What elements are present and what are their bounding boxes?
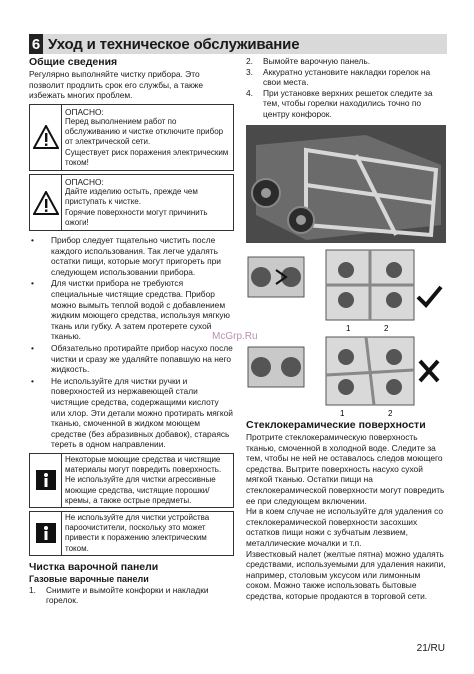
section-title: Уход и техническое обслуживание bbox=[48, 35, 300, 53]
note-box-detergents bbox=[29, 453, 234, 508]
warning-title: ОПАСНО: bbox=[65, 106, 104, 117]
list-item: • Прибор следует тщательно чистить после каждого использования. Так легче удалять остатки пищи, которые могут пригореть при следующем использовании прибора. bbox=[29, 235, 234, 277]
list-item bbox=[29, 585, 234, 606]
warning-line: Перед выполнением работ по обслуживанию и чистке отключите прибор от электрической сети. bbox=[65, 116, 224, 147]
ceramic-text-2: Ни в коем случае не используйте для удаления со стеклокерамической поверхности засохших остатков пищи ножи с зубчатым лезвием, металлические мочалки и т.п. bbox=[246, 506, 444, 548]
correct-placement-figure bbox=[248, 250, 441, 333]
right-column bbox=[246, 56, 446, 120]
figure-label-1: 1 bbox=[340, 409, 345, 417]
ceramic-section bbox=[246, 419, 446, 602]
figure-label-2: 2 bbox=[388, 409, 393, 417]
warning-title: ОПАСНО: bbox=[65, 177, 104, 187]
list-item bbox=[246, 56, 446, 67]
cleaning-bullets bbox=[29, 235, 234, 450]
section-number: 6 bbox=[29, 34, 43, 54]
step-text: При установке верхних решеток следите за тем, чтобы горелки находились точно по центру конфорок. bbox=[263, 87, 433, 119]
ceramic-heading: Стеклокерамические поверхности bbox=[246, 419, 426, 431]
note-text: Не используйте для чистки устройства пароочистители, поскольку это может привести к поражению электрическим током. bbox=[65, 512, 210, 553]
step-text: Аккуратно установите накладки горелок на свои места. bbox=[263, 66, 431, 88]
step-number: 1. bbox=[29, 584, 36, 595]
list-item bbox=[246, 88, 446, 120]
left-column bbox=[29, 56, 234, 606]
figure-label-2: 2 bbox=[384, 324, 389, 333]
warning-box-electric bbox=[29, 104, 234, 171]
list-item: • Не используйте для чистки ручки и поверхностей из нержавеющей стали чистящие средства, содержащими кислоту или хлор. Эти детали можно протирать мягкой тканью, смоченной в жидком моющем средстве (без абразивных добавок), стараясь тереть в одном направлении. bbox=[29, 376, 234, 450]
gas-steps bbox=[29, 585, 234, 606]
step-text: Вымойте варочную панель. bbox=[263, 56, 371, 66]
page-number: 21/RU bbox=[416, 643, 445, 654]
list-item: • Для чистки прибора не требуются специальные чистящие средства. Прибор можно вымыть теплой водой с добавлением жидким моющего средства, используя мягкую ткань или губку. А затем протерете сухой тканью. bbox=[29, 278, 234, 342]
general-heading: Общие сведения bbox=[29, 56, 118, 68]
info-icon bbox=[30, 512, 62, 555]
warning-line: Горячие поверхности могут причинить ожоги! bbox=[65, 207, 208, 227]
warning-box-hot bbox=[29, 174, 234, 231]
section-header bbox=[29, 34, 447, 54]
note-box-steam bbox=[29, 511, 234, 556]
step-number: 3. bbox=[246, 66, 253, 77]
warning-line: Существует риск поражения электрическим током! bbox=[65, 147, 229, 167]
warning-triangle-icon bbox=[30, 105, 62, 170]
gas-heading: Газовые варочные панели bbox=[29, 573, 149, 584]
hob-illustration bbox=[246, 125, 446, 417]
incorrect-placement-figure bbox=[248, 337, 438, 417]
step-text: Снимите и вымойте конфорки и накладки горелок. bbox=[46, 584, 209, 606]
grid-photo bbox=[246, 125, 446, 243]
list-item: • Обязательно протирайте прибор насухо после чистки и сразу же удаляйте попавшую на него жидкость. bbox=[29, 343, 234, 375]
list-item bbox=[246, 67, 446, 88]
general-text: Регулярно выполняйте чистку прибора. Это позволит продлить срок его службы, а также избежать многих проблем. bbox=[29, 69, 203, 101]
info-icon bbox=[30, 454, 62, 507]
warning-triangle-icon bbox=[30, 175, 62, 230]
gas-steps-continued bbox=[246, 56, 446, 120]
figure-label-1: 1 bbox=[346, 324, 351, 333]
step-number: 4. bbox=[246, 87, 253, 98]
step-number: 2. bbox=[246, 56, 253, 66]
ceramic-text: Протрите стеклокерамическую поверхность тканью, смоченной в холодной воде. Следите за тем, чтобы не ней не оставалось следов моющего средства. Вытрите поверхность насухо сухой мягкой тканью. Остатки пищи на стеклокерамической поверхности могут повредить ее при следующем включении. bbox=[246, 432, 445, 506]
ceramic-text-3: Известковый налет (желтые пятна) можно удалять средствами, используемыми для удаления накипи, например, столовым уксусом или лимонным соком. Можно также использовать бытовые средства, которые продаются в торговой сети. bbox=[246, 548, 446, 601]
panel-heading: Чистка варочной панели bbox=[29, 560, 159, 573]
note-text: Некоторые моющие средства и чистящие материалы могут повредить поверхность. Не используйте для чистки агрессивные моющие средства, чистящие порошки/кремы, а также острые предметы. bbox=[65, 454, 222, 505]
warning-line: Дайте изделию остыть, прежде чем приступать к чистке. bbox=[65, 187, 198, 207]
watermark: McGrp.Ru bbox=[212, 331, 258, 342]
